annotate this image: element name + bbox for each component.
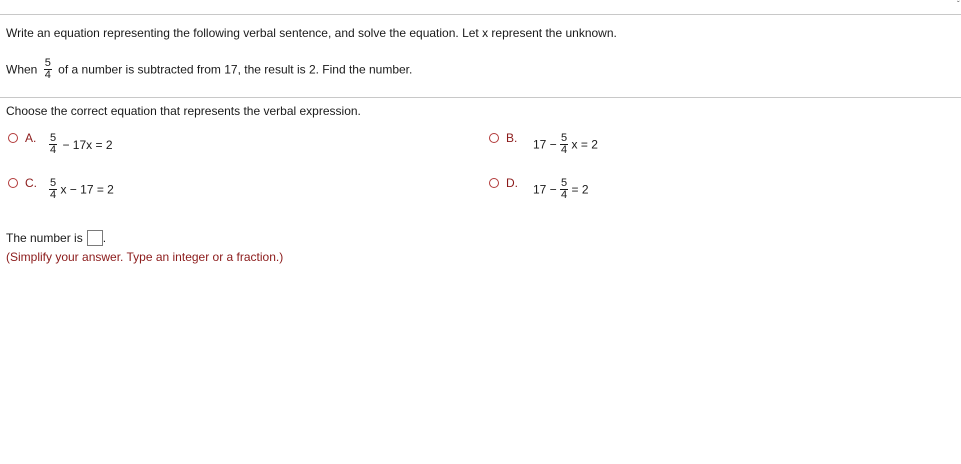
option-b-radio[interactable] bbox=[489, 133, 499, 143]
option-d-den: 4 bbox=[561, 189, 568, 201]
option-a-expr: − 17x = 2 bbox=[62, 137, 113, 152]
option-d-fraction bbox=[560, 178, 568, 201]
option-c-expr: x − 17 = 2 bbox=[60, 182, 114, 197]
option-b-num: 5 bbox=[561, 132, 568, 144]
option-b-fraction bbox=[560, 133, 568, 156]
sentence-suffix: of a number is subtracted from 17, the result is 2. Find the number. bbox=[58, 62, 413, 77]
option-a-den: 4 bbox=[50, 144, 57, 156]
part1-prompt: Choose the correct equation that represents the verbal expression. bbox=[6, 104, 361, 118]
option-c-den: 4 bbox=[50, 189, 57, 201]
option-d-num: 5 bbox=[561, 177, 568, 189]
option-b-expr: x = 2 bbox=[571, 137, 598, 152]
fraction-numerator: 5 bbox=[44, 57, 51, 69]
problem-sentence bbox=[6, 58, 412, 81]
option-d-equation[interactable] bbox=[533, 178, 589, 201]
option-d-expr: = 2 bbox=[571, 182, 589, 197]
answer-hint: (Simplify your answer. Type an integer or a fraction.) bbox=[6, 250, 284, 264]
option-d-pre: 17 − bbox=[533, 182, 557, 197]
option-d-label[interactable]: D. bbox=[506, 176, 518, 190]
option-c-radio[interactable] bbox=[8, 178, 18, 188]
option-c-label[interactable]: C. bbox=[25, 176, 37, 190]
answer-prompt: The number is bbox=[6, 231, 83, 245]
sentence-fraction bbox=[44, 58, 52, 81]
answer-input[interactable] bbox=[87, 230, 103, 246]
answer-trailing: . bbox=[102, 231, 107, 245]
answer-row bbox=[6, 230, 106, 246]
option-b-den: 4 bbox=[561, 144, 568, 156]
fraction-denominator: 4 bbox=[44, 69, 51, 81]
option-a-label[interactable]: A. bbox=[25, 131, 37, 145]
option-a-fraction bbox=[49, 133, 57, 156]
option-a-radio[interactable] bbox=[8, 133, 18, 143]
option-a-num: 5 bbox=[50, 132, 57, 144]
instruction-text: Write an equation representing the following verbal sentence, and solve the equation. Let x represent the unknown. bbox=[6, 26, 617, 40]
option-c-equation[interactable] bbox=[49, 178, 114, 201]
mid-divider bbox=[0, 97, 961, 98]
corner-mark: ˇ bbox=[957, 0, 960, 9]
option-c-fraction bbox=[49, 178, 57, 201]
option-b-label[interactable]: B. bbox=[506, 131, 518, 145]
sentence-prefix: When bbox=[6, 62, 38, 77]
top-divider bbox=[0, 14, 961, 15]
option-d-radio[interactable] bbox=[489, 178, 499, 188]
option-b-pre: 17 − bbox=[533, 137, 557, 152]
option-b-equation[interactable] bbox=[533, 133, 598, 156]
option-a-equation[interactable] bbox=[49, 133, 113, 156]
option-c-num: 5 bbox=[50, 177, 57, 189]
